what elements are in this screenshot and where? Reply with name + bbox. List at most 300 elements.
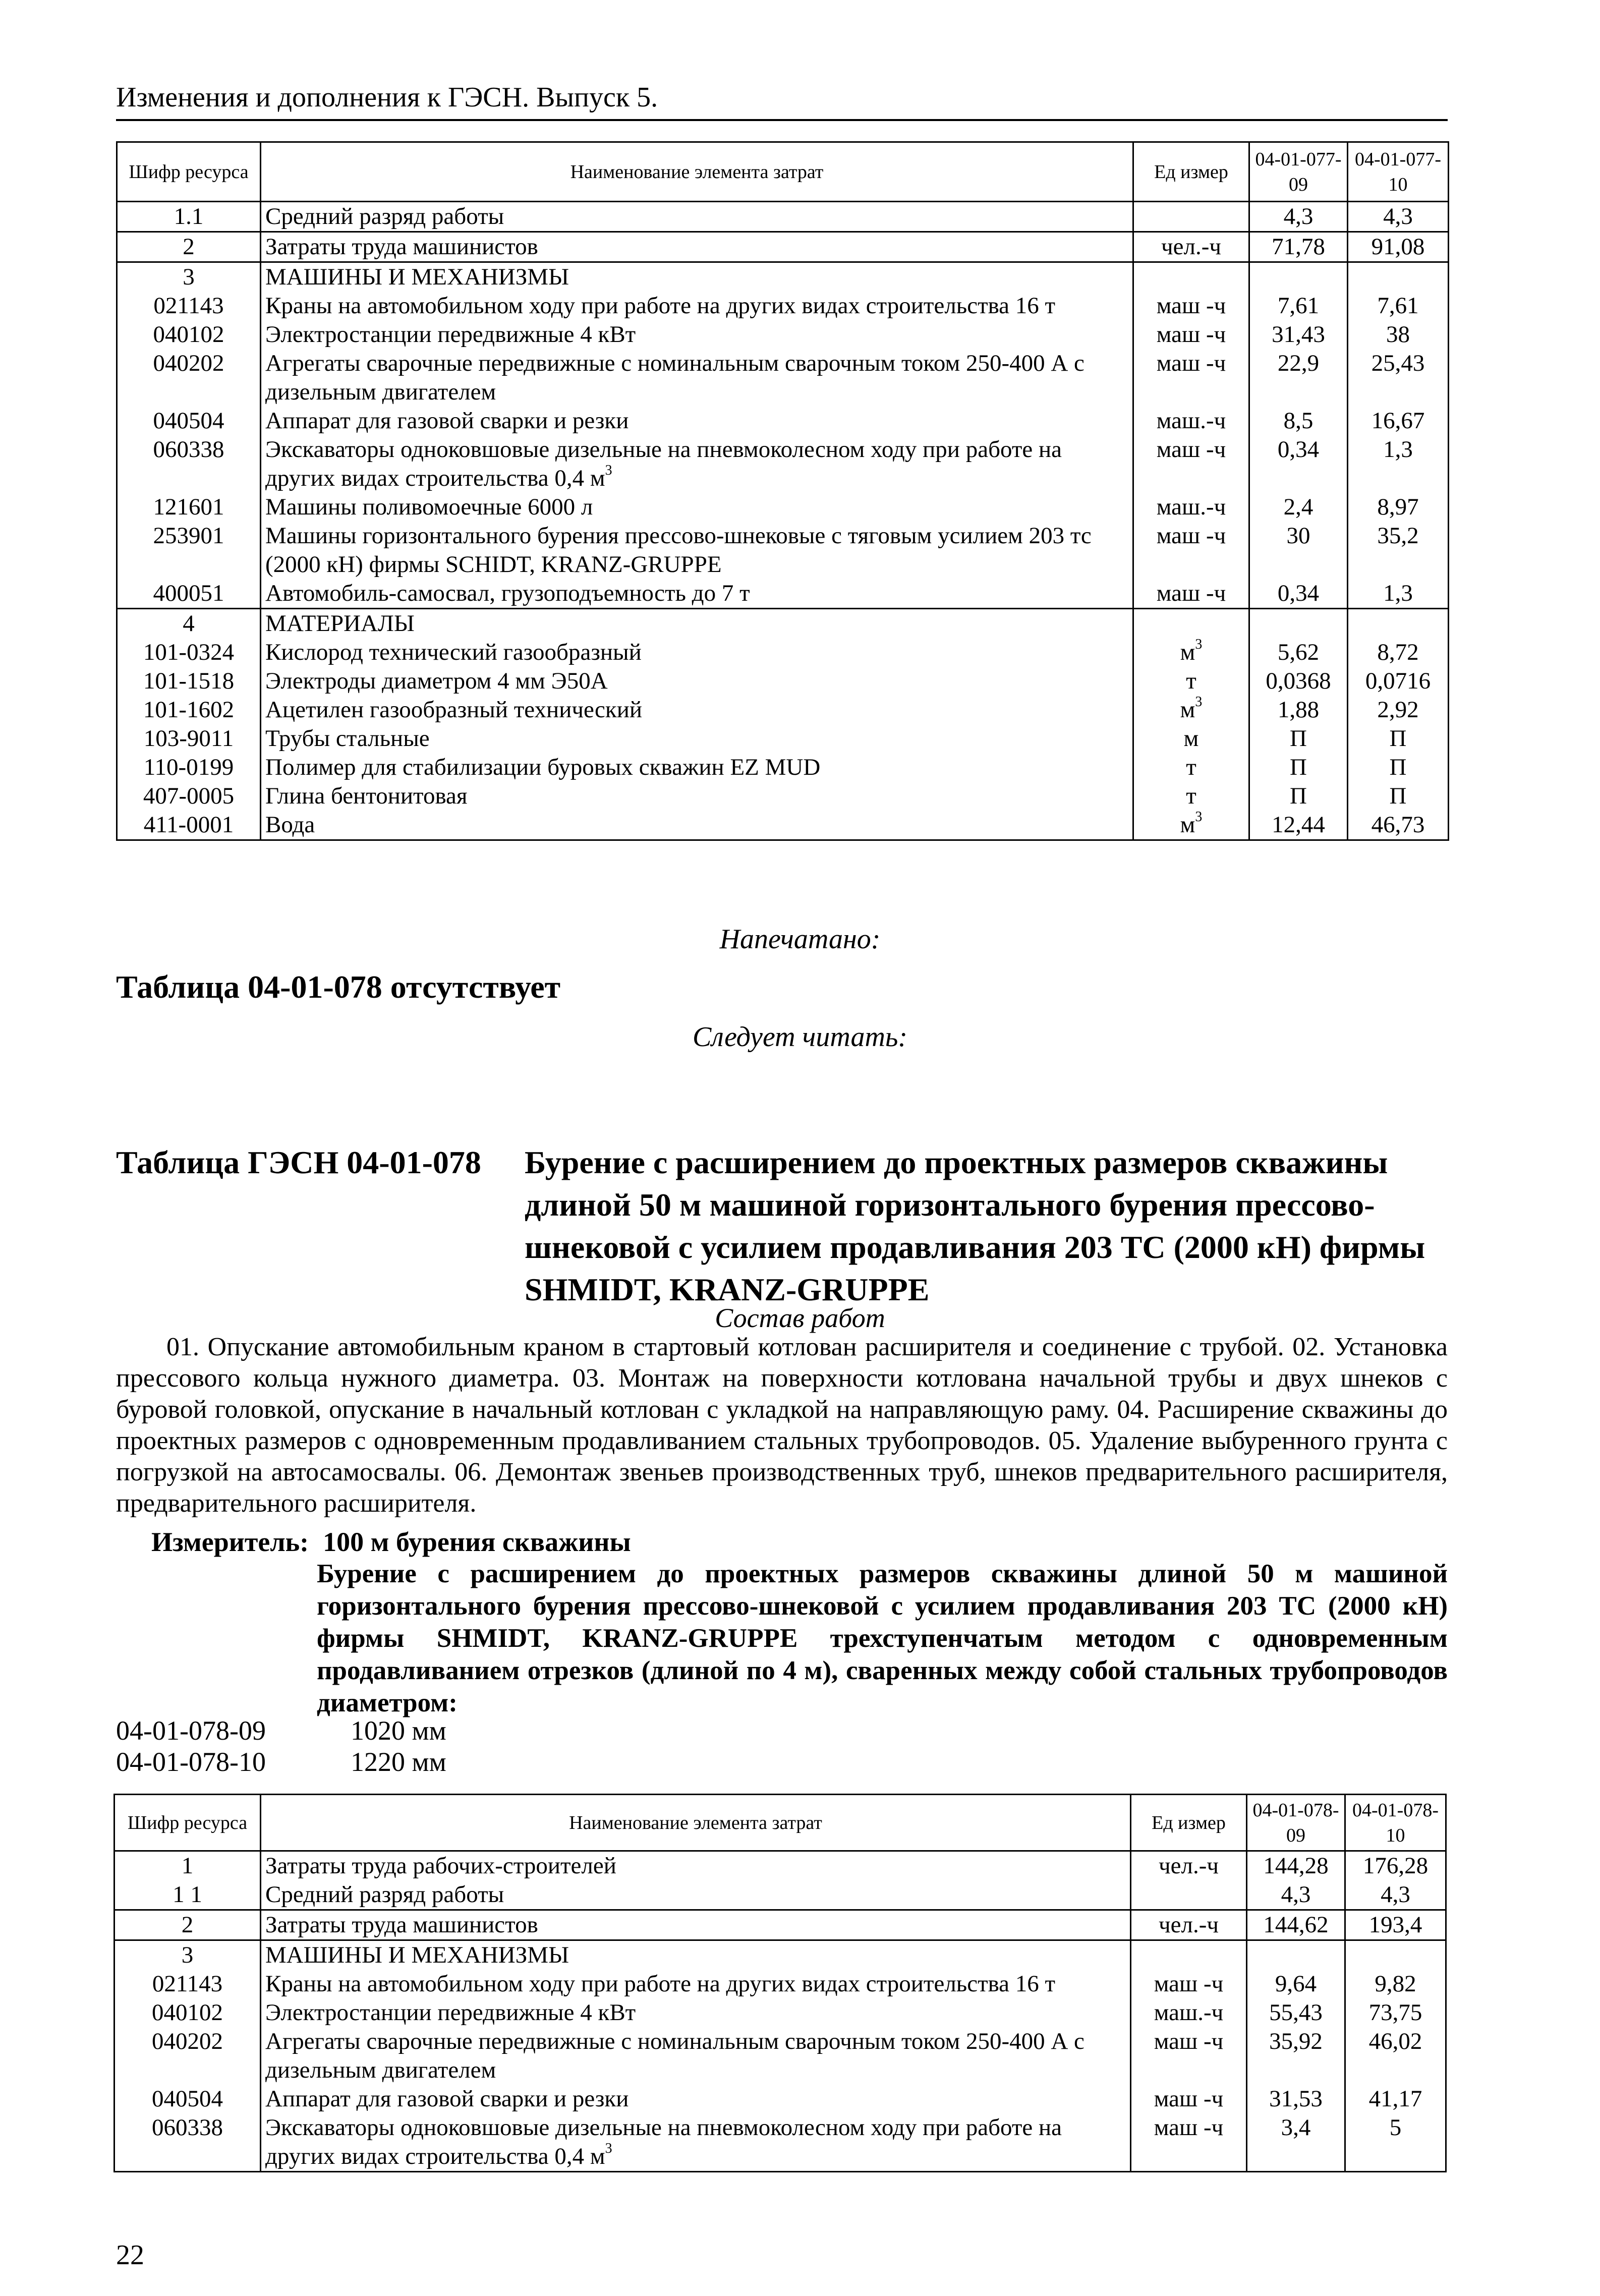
value-var-09-text: П (1290, 783, 1307, 809)
value-var-10-text: 9,82 (1375, 1971, 1416, 1997)
superscript: 3 (1195, 637, 1203, 652)
resource-name (261, 782, 1133, 811)
unit-cell (1131, 2085, 1247, 2113)
unit-cell-text: маш -ч (1154, 1971, 1224, 1997)
value-var-09 (1249, 696, 1348, 724)
resource-table-078 (113, 1794, 1447, 2172)
value-var-10-text: 8,97 (1377, 494, 1419, 520)
value-var-09 (1249, 262, 1348, 292)
value-var-10-text: П (1389, 754, 1407, 780)
value-var-09 (1247, 1940, 1345, 1970)
value-var-09-text: 0,34 (1277, 436, 1320, 463)
resource-code-text: 1 1 (173, 1881, 202, 1908)
unit-cell (1131, 1880, 1247, 1910)
value-var-10-text: 46,02 (1368, 2028, 1422, 2054)
resource-code (117, 609, 261, 639)
value-var-09 (1247, 2085, 1345, 2113)
resource-code-text: 3 (181, 1942, 194, 1968)
value-var-10-text: 7,61 (1377, 293, 1419, 319)
value-var-10 (1348, 407, 1449, 435)
value-var-10-text: 1,3 (1383, 580, 1413, 606)
col-header-unit: Ед измер (1133, 142, 1249, 202)
value-var-09 (1247, 2027, 1345, 2085)
value-var-09-text: 12,44 (1272, 812, 1325, 838)
resource-name (261, 1851, 1131, 1881)
value-var-09-text: 35,92 (1269, 2028, 1323, 2054)
superscript: 3 (605, 463, 612, 478)
value-var-10 (1348, 349, 1449, 407)
value-var-09-text: 22,9 (1277, 350, 1320, 376)
unit-cell (1131, 1851, 1247, 1881)
value-var-09 (1249, 349, 1348, 407)
unit-cell (1133, 320, 1249, 349)
value-var-09 (1247, 1880, 1345, 1910)
resource-code-text: 040102 (152, 1999, 223, 2026)
resource-name (261, 2113, 1131, 2172)
resource-name (261, 724, 1133, 753)
value-var-10-text: 35,2 (1377, 523, 1419, 549)
table-row (115, 1970, 1446, 1998)
unit-cell (1131, 1940, 1247, 1970)
resource-name-text: МАШИНЫ И МЕХАНИЗМЫ (265, 264, 569, 290)
unit-cell-text: т (1186, 783, 1196, 809)
value-var-09 (1249, 407, 1348, 435)
unit-cell-text: маш -ч (1156, 293, 1226, 319)
resource-code (117, 202, 261, 232)
col-header-unit: Ед измер (1131, 1795, 1247, 1851)
resource-name (261, 2085, 1131, 2113)
resource-name-text: Затраты труда машинистов (265, 234, 538, 260)
meter-label: Измеритель: (151, 1527, 309, 1557)
printed-label: Напечатано: (719, 924, 881, 955)
value-var-10-text: 5 (1389, 2114, 1402, 2141)
resource-code (117, 638, 261, 667)
unit-cell (1133, 522, 1249, 579)
resource-name (261, 522, 1133, 579)
resource-code (117, 232, 261, 262)
value-var-10 (1348, 609, 1449, 639)
unit-cell-text: маш -ч (1156, 350, 1226, 376)
value-var-10 (1348, 638, 1449, 667)
resource-name-text: Средний разряд работы (265, 203, 504, 229)
value-var-10-text: 4,3 (1383, 203, 1413, 229)
value-var-09-text: 2,4 (1283, 494, 1313, 520)
resource-name (261, 609, 1133, 639)
table-row (117, 522, 1449, 579)
value-var-09 (1249, 522, 1348, 579)
resource-code (117, 522, 261, 579)
value-var-09-text: 0,0368 (1266, 668, 1331, 694)
value-var-09-text: 9,64 (1275, 1971, 1317, 1997)
value-var-10 (1345, 1940, 1446, 1970)
resource-code (117, 262, 261, 292)
resource-name-text: Агрегаты сварочные передвижные с номинальным сварочным током 250-400 А с дизельным двигателем (265, 350, 1084, 405)
resource-name (261, 696, 1133, 724)
value-var-09 (1249, 320, 1348, 349)
resource-code-text: 101-1518 (143, 668, 235, 694)
value-var-09-text: 55,43 (1269, 1999, 1323, 2026)
resource-name-text: Глина бентонитовая (265, 783, 468, 809)
resource-name (261, 667, 1133, 696)
value-var-09-text: 31,43 (1272, 321, 1325, 348)
resource-code-text: 2 (183, 234, 195, 260)
value-var-10-text: 2,92 (1377, 697, 1419, 723)
resource-name (261, 262, 1133, 292)
value-var-10-text: 1,3 (1383, 436, 1413, 463)
resource-code-text: 1.1 (174, 203, 204, 229)
resource-code-text: 3 (183, 264, 195, 290)
table-row (117, 753, 1449, 782)
resource-name (261, 435, 1133, 493)
resource-name (261, 232, 1133, 262)
resource-code (115, 1880, 261, 1910)
value-var-10 (1348, 696, 1449, 724)
resource-name (261, 2027, 1131, 2085)
resource-name-text: Кислород технический газообразный (265, 639, 642, 665)
value-var-09-text: 30 (1286, 523, 1310, 549)
value-var-09 (1247, 1851, 1345, 1881)
value-var-10 (1345, 1910, 1446, 1940)
page-number: 22 (116, 2240, 144, 2271)
resource-code-text: 101-1602 (143, 697, 235, 723)
value-var-09 (1249, 811, 1348, 840)
unit-cell (1133, 696, 1249, 724)
absent-note: Таблица 04-01-078 отсутствует (116, 969, 561, 1005)
value-var-09-text: 0,34 (1277, 580, 1320, 606)
table-row (117, 811, 1449, 840)
table-row (117, 202, 1449, 232)
value-var-10-text: 91,08 (1371, 234, 1425, 260)
value-var-10 (1345, 1880, 1446, 1910)
value-var-09 (1247, 1910, 1345, 1940)
value-var-09-text: П (1290, 754, 1307, 780)
resource-code-text: 121601 (153, 494, 224, 520)
should-read-label: Следует читать: (692, 1021, 908, 1053)
resource-name (261, 579, 1133, 609)
unit-cell (1133, 667, 1249, 696)
table-row (117, 292, 1449, 320)
unit-cell (1131, 2027, 1247, 2085)
value-var-09-text: 4,3 (1283, 203, 1313, 229)
resource-code-text: 253901 (153, 523, 224, 549)
value-var-10 (1348, 782, 1449, 811)
resource-name-text: Экскаваторы одноковшовые дизельные на пневмоколесном ходу при работе на других видах строительства 0,4 м (265, 436, 1062, 491)
value-var-10-text: 38 (1386, 321, 1410, 348)
variant-diameter: 1020 мм (351, 1715, 446, 1746)
unit-cell (1133, 262, 1249, 292)
col-header-name: Наименование элемента затрат (261, 142, 1133, 202)
meter-line (151, 1526, 631, 1558)
table-row (115, 1851, 1446, 1881)
unit-cell-text: м (1183, 725, 1199, 752)
value-var-09 (1247, 1970, 1345, 1998)
resource-name (261, 320, 1133, 349)
unit-cell-text: м (1180, 697, 1195, 723)
resource-name-text: Автомобиль-самосвал, грузоподъемность до 7 т (265, 580, 750, 606)
resource-name-text: Электроды диаметром 4 мм Э50А (265, 668, 608, 694)
unit-cell-text: маш -ч (1156, 523, 1226, 549)
resource-name-text: Агрегаты сварочные передвижные с номинальным сварочным током 250-400 А с дизельным двигателем (265, 2028, 1084, 2083)
unit-cell-text: маш -ч (1154, 2086, 1224, 2112)
value-var-09 (1249, 609, 1348, 639)
resource-code (117, 320, 261, 349)
unit-cell (1133, 724, 1249, 753)
resource-code-text: 040202 (152, 2028, 223, 2054)
resource-name-text: Краны на автомобильном ходу при работе на других видах строительства 16 т (265, 1971, 1056, 1997)
value-var-10 (1345, 2113, 1446, 2172)
variant-row (116, 1746, 620, 1777)
resource-name (261, 1910, 1131, 1940)
resource-code (117, 724, 261, 753)
value-var-10 (1345, 1998, 1446, 2027)
col-header-code: Шифр ресурса (115, 1795, 261, 1851)
value-var-10 (1348, 493, 1449, 522)
resource-name (261, 1940, 1131, 1970)
resource-code (115, 2027, 261, 2085)
value-var-09-text: 5,62 (1277, 639, 1320, 665)
resource-code-text: 060338 (153, 436, 224, 463)
table-row (117, 638, 1449, 667)
resource-code-text: 110-0199 (143, 754, 234, 780)
unit-cell (1133, 579, 1249, 609)
value-var-10-text: П (1389, 725, 1407, 752)
table-title-text: Бурение с расширением до проектных размеров скважины длиной 50 м машиной горизонтального бурения прессово-шнековой с усилием продавливания 203 ТС (2000 кН) фирмы SHMIDT, KRANZ-GRUPPE (525, 1144, 1425, 1307)
value-var-09 (1249, 782, 1348, 811)
unit-cell-text: чел.-ч (1159, 1912, 1219, 1938)
value-var-10 (1348, 753, 1449, 782)
unit-cell (1133, 349, 1249, 407)
unit-cell (1133, 609, 1249, 639)
value-var-09 (1247, 1998, 1345, 2027)
resource-name-text: Затраты труда рабочих-строителей (265, 1853, 616, 1879)
resource-name (261, 349, 1133, 407)
value-var-09 (1249, 638, 1348, 667)
value-var-10-text: 193,4 (1368, 1912, 1422, 1938)
resource-code (115, 1998, 261, 2027)
value-var-09 (1249, 667, 1348, 696)
resource-code (115, 2113, 261, 2172)
value-var-10 (1345, 1970, 1446, 1998)
superscript: 3 (1195, 694, 1203, 710)
unit-cell (1133, 435, 1249, 493)
resource-name (261, 1998, 1131, 2027)
resource-name-text: МАТЕРИАЛЫ (265, 610, 415, 637)
resource-code-text: 040202 (153, 350, 224, 376)
table-row (117, 782, 1449, 811)
value-var-09-text: 144,62 (1263, 1912, 1329, 1938)
resource-name-text: Ацетилен газообразный технический (265, 697, 643, 723)
section-row (117, 262, 1449, 292)
unit-cell-text: т (1186, 754, 1196, 780)
resource-name (261, 493, 1133, 522)
value-var-10-text: 25,43 (1371, 350, 1425, 376)
resource-code (117, 407, 261, 435)
value-var-09 (1249, 724, 1348, 753)
table-row (115, 1880, 1446, 1910)
resource-code-text: 4 (183, 610, 195, 637)
table-row (115, 2113, 1446, 2172)
resource-code (117, 696, 261, 724)
unit-cell (1131, 1970, 1247, 1998)
resource-name-text: Машины горизонтального бурения прессово-шнековые с тяговым усилием 203 тс (2000 кН) фирмы SCHIDT, KRANZ-GRUPPE (265, 523, 1092, 578)
unit-cell (1133, 292, 1249, 320)
value-var-10 (1348, 667, 1449, 696)
resource-code (115, 1851, 261, 1881)
table-row (117, 493, 1449, 522)
value-var-09-text: 31,53 (1269, 2086, 1323, 2112)
resource-code (117, 782, 261, 811)
table-row (117, 435, 1449, 493)
unit-cell (1133, 493, 1249, 522)
value-var-10 (1348, 232, 1449, 262)
value-var-10 (1345, 2027, 1446, 2085)
value-var-09-text: 1,88 (1277, 697, 1320, 723)
resource-name-text: Машины поливомоечные 6000 л (265, 494, 593, 520)
unit-cell (1133, 753, 1249, 782)
value-var-10-text: 41,17 (1368, 2086, 1422, 2112)
resource-code (117, 811, 261, 840)
value-var-10 (1348, 320, 1449, 349)
resource-code (117, 292, 261, 320)
value-var-10 (1348, 435, 1449, 493)
value-var-10-text: 0,0716 (1365, 668, 1431, 694)
unit-cell (1131, 1998, 1247, 2027)
resource-code-text: 021143 (153, 293, 224, 319)
unit-cell-text: чел.-ч (1159, 1853, 1219, 1879)
value-var-09 (1249, 435, 1348, 493)
unit-cell (1133, 638, 1249, 667)
variant-row (116, 1715, 620, 1746)
table-row (117, 579, 1449, 609)
resource-code (115, 1970, 261, 1998)
unit-cell (1133, 202, 1249, 232)
value-var-10 (1345, 1851, 1446, 1881)
value-var-10-text: 16,67 (1371, 408, 1425, 434)
unit-cell (1133, 782, 1249, 811)
unit-cell-text: маш.-ч (1156, 494, 1226, 520)
variant-code: 04-01-078-10 (116, 1747, 266, 1777)
unit-cell (1133, 407, 1249, 435)
resource-code-text: 411-0001 (143, 812, 234, 838)
unit-cell-text: маш -ч (1154, 2028, 1224, 2054)
value-var-09 (1249, 753, 1348, 782)
value-var-09-text: 7,61 (1277, 293, 1320, 319)
header-rule (116, 119, 1448, 121)
col-header-code: Шифр ресурса (117, 142, 261, 202)
variant-diameter: 1220 мм (351, 1747, 446, 1777)
resource-table-077 (116, 141, 1449, 841)
resource-name-text: Аппарат для газовой сварки и резки (265, 2086, 629, 2112)
value-var-10-text: П (1389, 783, 1407, 809)
resource-code-text: 040504 (153, 408, 224, 434)
value-var-10-text: 73,75 (1368, 1999, 1422, 2026)
resource-code (115, 2085, 261, 2113)
table-row (117, 696, 1449, 724)
resource-code (117, 579, 261, 609)
resource-code-text: 1 (181, 1853, 194, 1879)
value-var-10 (1348, 579, 1449, 609)
resource-name-text: МАШИНЫ И МЕХАНИЗМЫ (265, 1942, 569, 1968)
resource-name-text: Аппарат для газовой сварки и резки (265, 408, 629, 434)
resource-code (117, 493, 261, 522)
variant-code: 04-01-078-09 (116, 1715, 266, 1746)
unit-cell-text: маш -ч (1156, 580, 1226, 606)
value-var-09-text: 8,5 (1283, 408, 1313, 434)
value-var-10 (1348, 292, 1449, 320)
resource-code-text: 021143 (152, 1971, 223, 1997)
value-var-09 (1249, 292, 1348, 320)
resource-name-text: Вода (265, 812, 315, 838)
table-row (115, 1910, 1446, 1940)
resource-name (261, 1880, 1131, 1910)
value-var-09 (1247, 2113, 1345, 2172)
resource-code (117, 349, 261, 407)
resource-name (261, 753, 1133, 782)
col-header-name: Наименование элемента затрат (261, 1795, 1131, 1851)
unit-cell-text: маш -ч (1156, 436, 1226, 463)
value-var-09 (1249, 493, 1348, 522)
work-composition-text: 01. Опускание автомобильным краном в стартовый котлован расширителя и соединение с трубой. 02. Установка прессового кольца нужного диаметра. 03. Монтаж на поверхности котлована начальной трубы и двух шнеков с буровой головкой, опускание в начальный котлован с укладкой на направляющую раму. 04. Расширение скважины до проектных размеров с одновременным продавливанием стальных трубопроводов. 05. Удаление выбуренного грунта с погрузкой на автосамосвалы. 06. Демонтаж звеньев производственных труб, шнеков предварительного расширителя, предварительного расширителя. (116, 1333, 1448, 1518)
resource-code (117, 667, 261, 696)
unit-cell (1131, 1910, 1247, 1940)
resource-code-text: 103-9011 (143, 725, 234, 752)
unit-cell (1131, 2113, 1247, 2172)
resource-code (117, 753, 261, 782)
table-row (115, 2027, 1446, 2085)
resource-name (261, 202, 1133, 232)
value-var-10 (1348, 262, 1449, 292)
resource-code-text: 040504 (152, 2086, 223, 2112)
resource-name (261, 292, 1133, 320)
table-row (117, 232, 1449, 262)
table-row (117, 667, 1449, 696)
value-var-10 (1345, 2085, 1446, 2113)
resource-code-text: 407-0005 (143, 783, 235, 809)
resource-name-text: Полимер для стабилизации буровых скважин EZ MUD (265, 754, 821, 780)
resource-name-text: Средний разряд работы (265, 1881, 504, 1908)
table-row (115, 2085, 1446, 2113)
col-header-var-09: 04-01-078-09 (1247, 1795, 1345, 1851)
value-var-09-text: 3,4 (1281, 2114, 1311, 2141)
resource-name-text: Электростанции передвижные 4 кВт (265, 1999, 636, 2026)
value-var-10 (1348, 522, 1449, 579)
resource-name-text: Электростанции передвижные 4 кВт (265, 321, 636, 348)
unit-cell (1133, 811, 1249, 840)
table-row (117, 407, 1449, 435)
resource-code-text: 060338 (152, 2114, 223, 2141)
resource-name-text: Экскаваторы одноковшовые дизельные на пневмоколесном ходу при работе на других видах строительства 0,4 м (265, 2114, 1062, 2169)
resource-code-text: 040102 (153, 321, 224, 348)
variant-list (116, 1715, 620, 1777)
table-row (117, 349, 1449, 407)
table-row (117, 724, 1449, 753)
unit-cell-text: маш -ч (1156, 321, 1226, 348)
resource-name-text: Краны на автомобильном ходу при работе на других видах строительства 16 т (265, 293, 1056, 319)
section-row (117, 609, 1449, 639)
value-var-10 (1348, 202, 1449, 232)
meter-value: 100 м бурения скважины (323, 1527, 631, 1557)
superscript: 3 (1195, 809, 1203, 825)
table-row (117, 320, 1449, 349)
unit-cell-text: маш -ч (1154, 2114, 1224, 2141)
unit-cell-text: м (1180, 639, 1195, 665)
table-row (115, 1998, 1446, 2027)
value-var-10 (1348, 811, 1449, 840)
table-title-label: Таблица ГЭСН 04-01-078 (116, 1144, 481, 1180)
col-header-var-09: 04-01-077-09 (1249, 142, 1348, 202)
resource-name (261, 811, 1133, 840)
resource-name (261, 407, 1133, 435)
